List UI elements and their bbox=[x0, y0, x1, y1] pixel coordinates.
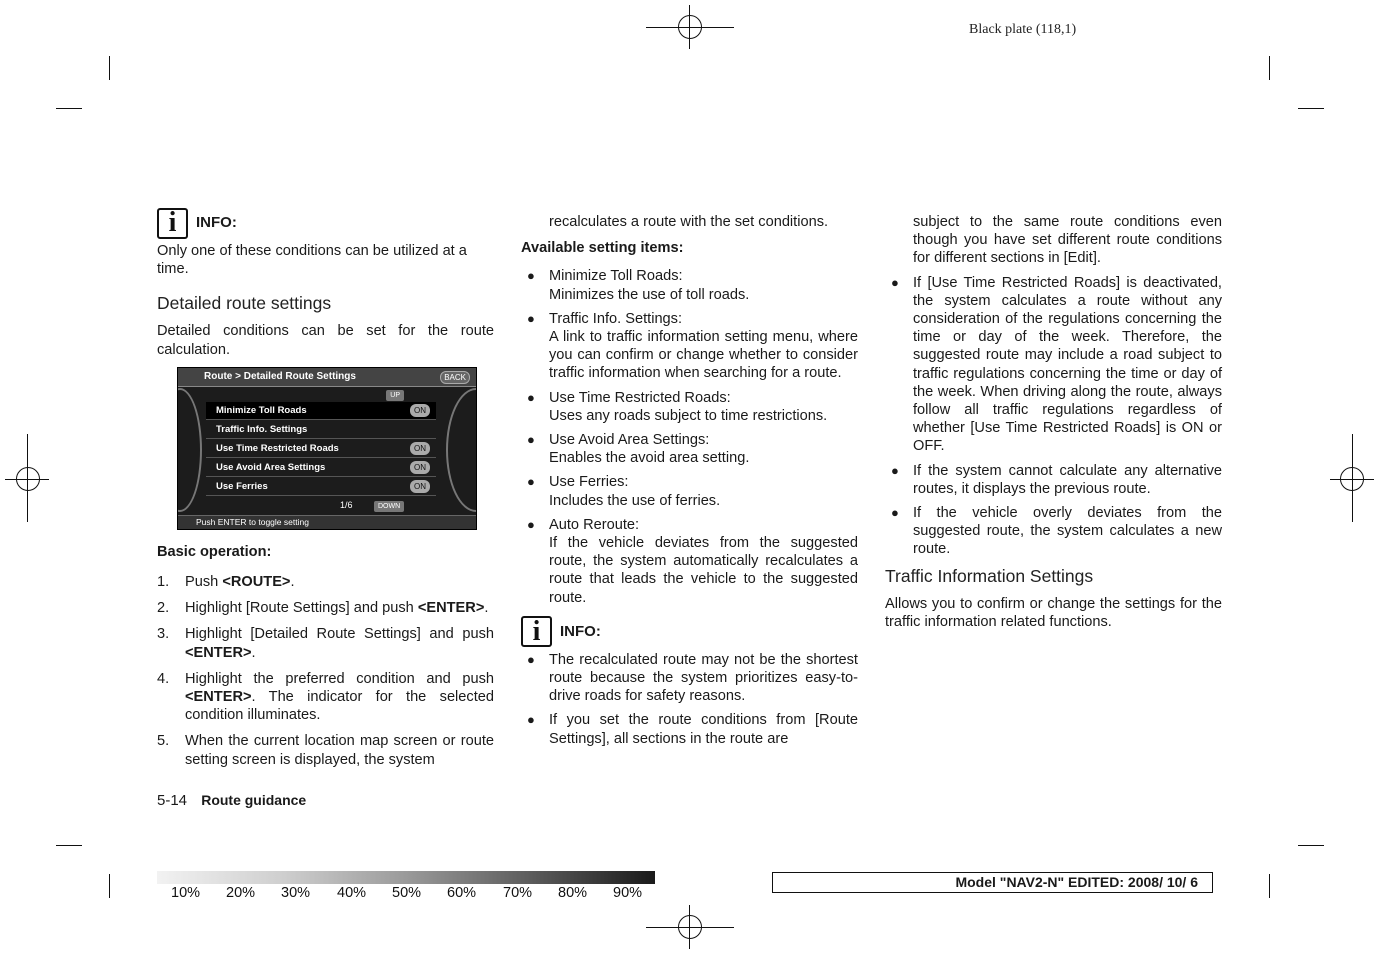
list-item: ● Use Time Restricted Roads: Uses any roads subject to time restrictions. bbox=[527, 389, 828, 424]
list-item: ● Use Avoid Area Settings: Enables the avoid area setting. bbox=[527, 432, 750, 467]
info-icon: i bbox=[157, 208, 188, 239]
list-item: ● Auto Reroute: If the vehicle deviates from the suggested route, the system automatically recalculates a route that leads the vehicle to the suggested route. bbox=[527, 516, 858, 606]
info-text: Only one of these conditions can be utilized at a time. bbox=[157, 243, 467, 278]
percent-label: 40% bbox=[337, 885, 367, 901]
screen-figure bbox=[177, 367, 477, 530]
list-item: ● Use Ferries: Includes the use of ferries. bbox=[527, 474, 721, 509]
percent-label: 30% bbox=[281, 885, 311, 901]
list-item: ● If you set the route conditions from [Route Settings], all sections in the route are bbox=[527, 712, 858, 747]
screen-page-indicator: 1/6 bbox=[340, 499, 353, 510]
section-text: Allows you to confirm or change the settings for the traffic information related functions. bbox=[885, 595, 1222, 630]
info-heading bbox=[157, 206, 494, 240]
print-gradient-bar bbox=[157, 871, 655, 884]
model-edited-box: Model "NAV2-N" EDITED: 2008/ 10/ 6 bbox=[772, 872, 1213, 893]
steps-list bbox=[157, 573, 494, 769]
screen-row: Use Time Restricted Roads ON bbox=[206, 440, 436, 458]
section-title: Detailed route settings bbox=[157, 293, 332, 314]
screen-row: Use Ferries ON bbox=[206, 478, 436, 496]
info-label: INFO: bbox=[560, 622, 601, 640]
screen-down-button: DOWN bbox=[374, 501, 404, 512]
screen-dial-right bbox=[446, 388, 477, 512]
screen-row: Minimize Toll Roads ON bbox=[206, 402, 436, 420]
basic-operation-title: Basic operation: bbox=[157, 543, 272, 560]
info-list bbox=[521, 651, 858, 748]
screen-header bbox=[178, 368, 476, 387]
page-footer bbox=[157, 791, 306, 810]
percent-label: 90% bbox=[613, 885, 643, 901]
info-heading bbox=[521, 615, 858, 649]
screen-row: Traffic Info. Settings bbox=[206, 421, 436, 439]
list-item: 3. Highlight [Detailed Route Settings] and push <ENTER>. bbox=[157, 626, 494, 661]
notes-list bbox=[885, 274, 1222, 559]
page-number: 5-14 bbox=[157, 792, 188, 809]
screen-row: Use Avoid Area Settings ON bbox=[206, 459, 436, 477]
list-item: 2. Highlight [Route Settings] and push <ENTER>. bbox=[157, 600, 489, 617]
continued-text: subject to the same route conditions even though you have set different route conditions for different sections in [Edit]. bbox=[913, 214, 1222, 267]
available-title: Available setting items: bbox=[521, 240, 684, 257]
info-label: INFO: bbox=[196, 213, 237, 231]
settings-list bbox=[521, 267, 858, 606]
section-text: Detailed conditions can be set for the route calculation. bbox=[157, 323, 494, 358]
percent-label: 10% bbox=[171, 885, 201, 901]
list-item: ● The recalculated route may not be the shortest route because the system prioritizes easy-to-drive roads for safety reasons. bbox=[527, 651, 858, 705]
percent-label: 50% bbox=[392, 885, 422, 901]
screen-breadcrumb: Route > Detailed Route Settings bbox=[204, 370, 356, 382]
list-item: ● If the vehicle overly deviates from the suggested route, the system calculates a new route. bbox=[891, 505, 1222, 558]
section-name: Route guidance bbox=[201, 792, 307, 808]
screen-up-button: UP bbox=[386, 390, 404, 401]
info-icon: i bbox=[521, 616, 552, 647]
column-1 bbox=[157, 206, 494, 777]
percent-label: 70% bbox=[503, 885, 533, 901]
list-item: ● Minimize Toll Roads: Minimizes the use of toll roads. bbox=[527, 268, 750, 303]
column-2 bbox=[521, 213, 858, 754]
screen-back-button: BACK bbox=[440, 371, 470, 384]
screen-dial-left bbox=[177, 388, 202, 512]
percent-label: 60% bbox=[447, 885, 477, 901]
percent-label: 20% bbox=[226, 885, 256, 901]
list-item: 1. Push <ROUTE>. bbox=[157, 574, 295, 591]
section-title: Traffic Information Settings bbox=[885, 565, 1094, 586]
list-item: 4. Highlight the preferred condition and push <ENTER>. The indicator for the selected condition illuminates. bbox=[157, 670, 494, 724]
percent-label: 80% bbox=[558, 885, 588, 901]
list-item: ● If [Use Time Restricted Roads] is deactivated, the system calculates a route without any consideration of the regulations concerning the time or day of the week. Therefore, the suggested route may include a road subject to traffic regulations concerning the time or day of the week. When driving along the route, always follow all traffic regulations regardless of whether [Use Time Restricted Roads] is ON or OFF. bbox=[891, 274, 1222, 455]
list-item: 5. When the current location map screen or route setting screen is displayed, the system bbox=[157, 733, 494, 768]
list-item: ● Traffic Info. Settings: A link to traffic information setting menu, where you can confirm or change whether to consider traffic information when searching for a route. bbox=[527, 310, 858, 382]
list-item: ● If the system cannot calculate any alternative routes, it displays the previous route. bbox=[891, 462, 1222, 497]
screen-footer: Push ENTER to toggle setting bbox=[178, 515, 476, 529]
column-3 bbox=[885, 213, 1222, 631]
continued-text: recalculates a route with the set conditions. bbox=[549, 214, 829, 230]
plate-label: Black plate (118,1) bbox=[969, 22, 1077, 37]
